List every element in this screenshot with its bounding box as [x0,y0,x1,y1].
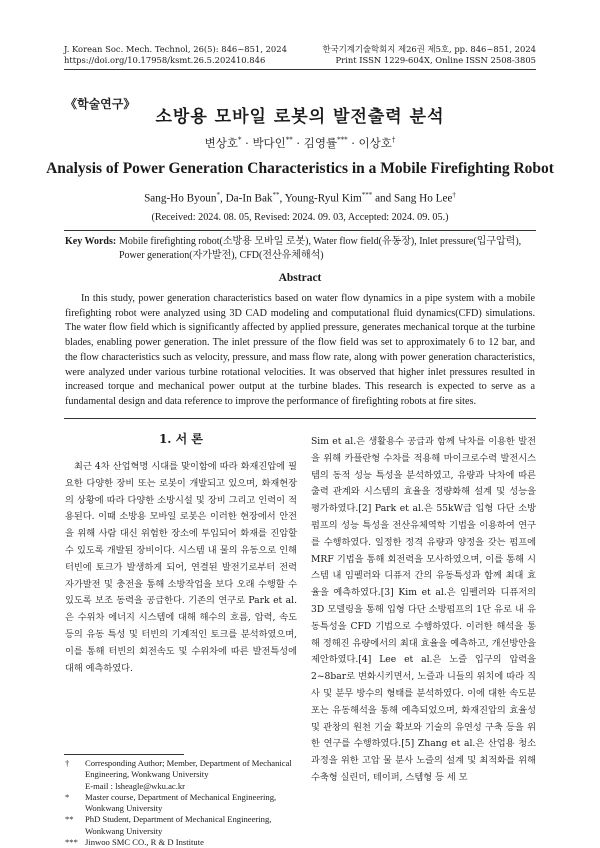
abstract-heading: Abstract [278,272,322,284]
footnote-text: Jinwoo SMC CO., R & D Institute [85,837,204,848]
issn-line: Print ISSN 1229-604X, Online ISSN 2508-3805 [335,55,536,65]
author-mark: ** [272,191,280,199]
author-en: Da-In Bak [225,192,273,205]
article-category: 《학술연구》 [65,97,136,111]
author-en: Sang-Ho Byoun [144,192,217,205]
footnote [65,781,297,792]
header-divider [64,69,536,70]
title-korean: 소방용 모바일 로봇의 발전출력 분석 [155,107,445,127]
journal-citation-korean: 한국기계기술학회지 제26권 제5호, pp. 846~851, 2024 [322,44,536,54]
author-ko: 김영률 [303,136,338,150]
running-header-left [64,44,287,66]
footnote [65,792,297,815]
author-mark: *** [361,191,373,199]
title-english: Analysis of Power Generation Characteristics in a Mobile Firefighting Robot [46,160,554,177]
submission-dates: (Received: 2024. 08. 05, Revised: 2024. 09. 03, Accepted: 2024. 09. 05.) [151,212,449,223]
author-mark: ** [285,136,293,145]
author-ko: 변상호 [204,136,238,150]
authors-english: Sang-Ho Byoun*, Da-In Bak**, Young-Ryul Kim*** and Sang Ho Lee† [144,191,456,205]
author-mark: † [391,136,396,145]
abstract-bottom-rule [64,418,536,419]
authors-korean: 변상호* · 박다인** · 김영률*** · 이상호† [204,136,396,150]
author-en: and Sang Ho Lee [375,192,453,205]
footnote-mark: † [65,758,70,768]
author-mark: *** [337,136,348,145]
footnote [65,837,297,848]
keywords-text: Mobile firefighting robot(소방용 모바일 로봇), Water flow field(유동장), Inlet pressure(입구압력), Power generation(자가발전), CFD(전산유체해석) [119,236,522,261]
author-en: Young-Ryul Kim [284,192,362,205]
doi-link[interactable]: https://doi.org/10.17958/ksmt.26.5.202410.846 [64,55,266,65]
footnote-mark [65,781,85,792]
author-mark: * [237,136,242,145]
footnote-email[interactable]: E-mail : lsheagle@wku.ac.kr [85,780,186,791]
author-ko: 이상호 [358,136,392,150]
footnote-mark: *** [65,837,78,848]
footnote-rule [64,754,184,755]
footnote-text: Master course, Department of Mechanical Engineering, Wonkwang University [85,791,277,814]
keywords-top-rule [64,230,536,231]
footnote-mark: * [65,791,70,802]
keywords-label: Key Words: [65,236,117,247]
author-mark: * [216,191,220,199]
body-column-right: Sim et al.은 생활용수 공급과 함께 낙차를 이용한 발전을 위해 카플란형 수차를 적용해 마이크로수력 발전시스템의 동적 성능 특성을 분석하였고, 유량과 낙차에 따른 출력 관계와 시스템의 효율을 정량화해 설계 및 성능을 평가하였다.[2] Park et al.은 55kW급 입형 다단 소방펌프의 성능 특성을 전산유체역학 기법을 이용하여 연구를 수행하였다. 일정한 정격 유량과 양정을 갖는 펌프에 MRF 기법을 통해 회전력을 모사하였으며, 이를 통해 시스템 내 임펠러와 디퓨저 간의 유동특성과 함께 최대 효율을 예측하였다.[3] Kim et al.은 임펠러와 디퓨저의 3D 모델링을 통해 입형 다단 소방펌프의 1단 유로 내 유동특성을 CFD 기법으로 수행하였다. 이러한 해석을 통해 정해진 유량에서의 최대 효율을 예측하고, 개선방안을 제안하였다.[4] Lee et al.은 노즐 입구의 압력을 2~8bar로 변화시키면서, 노즐과 니들의 위치에 따라 직사 및 분무 방수의 형태를 분석하였다. 이에 대한 속도분포는 유동해석을 통해 예측되었으며, 화재진압의 효율성 및 관창의 원천 기술 확보와 기술의 유연성 구축 등을 위한 연구를 수행하였다.[5] Zhang et al.은 산업용 청소 과정을 위한 고압 물 분사 노즐의 설계 및 최적화를 위해 수축형 실린더, 테이퍼, 스템형 등 세 모 [311,436,536,783]
journal-citation: J. Korean Soc. Mech. Technol, 26(5): 846~851, 2024 [64,44,287,54]
author-ko: 박다인 [252,136,286,150]
body-column-left: 최근 4차 산업혁명 시대를 맞이함에 따라 화재진압에 필요한 다양한 장비 또는 로봇이 개발되고 있으며, 화재현장의 상황에 따라 다양한 소방시설 및 장비 그리고 인력이 적용된다. 이때 소방용 모바일 로봇은 이러한 현장에서 안전을 위해 사람 대신 위험한 장소에 투입되어 화재를 진압할 수 있도록 개발된 장비이다. 시스템 내 물의 유동으로 인해 터빈에 토크가 발생하게 되어, 연결된 발전기로부터 전력 자가발전 및 충전을 통해 소방작업을 보다 오래 수행할 수 있도록 보조 동력을 공급한다. 기존의 연구로 Park et al.은 수위차 에너지 시스템에 대해 해수의 흐름, 압력, 속도 등의 유동 특성 및 터빈의 기계적인 토크를 분석하였으며, 이를 통해 터빈의 회전속도 및 수위차에 따른 발전특성에 대해 예측하였다. [65,461,297,674]
footnotes [65,758,297,848]
running-header-right [323,44,536,66]
section-heading: 1. 서 론 [158,432,204,446]
footnote [65,758,297,781]
footnote-text: Corresponding Author; Member, Department of Mechanical Engineering, Wonkwang University [85,758,292,780]
abstract-text: In this study, power generation characteristics based on water flow dynamics in a pipe system with a mobile firefighting robot were analyzed using 3D CAD modeling and computational fluid dynamics(CFD) simulations. The water flow field which is significantly affected by applied pressure, generates mechanical torque at the turbine blades, enabling power generation. The inlet pressure of the flow field was set to approximately 6 to 12 bar, and the flow characteristics such as velocity, pressure, and mass flow rate, along with power generation characteristics, were analyzed under various turbine rotational velocities. It was observed that higher inlet pressures resulted in increased torque and mechanical power output at the turbine blades. This research is expected to serve as a fundamental design and data reference to improve the performance of firefighting robots at fire sites. [65,293,535,407]
author-mark: † [452,191,456,199]
footnote-text: PhD Student, Department of Mechanical Engineering, Wonkwang University [85,814,272,836]
footnote [65,814,297,837]
footnote-mark: ** [65,814,74,825]
